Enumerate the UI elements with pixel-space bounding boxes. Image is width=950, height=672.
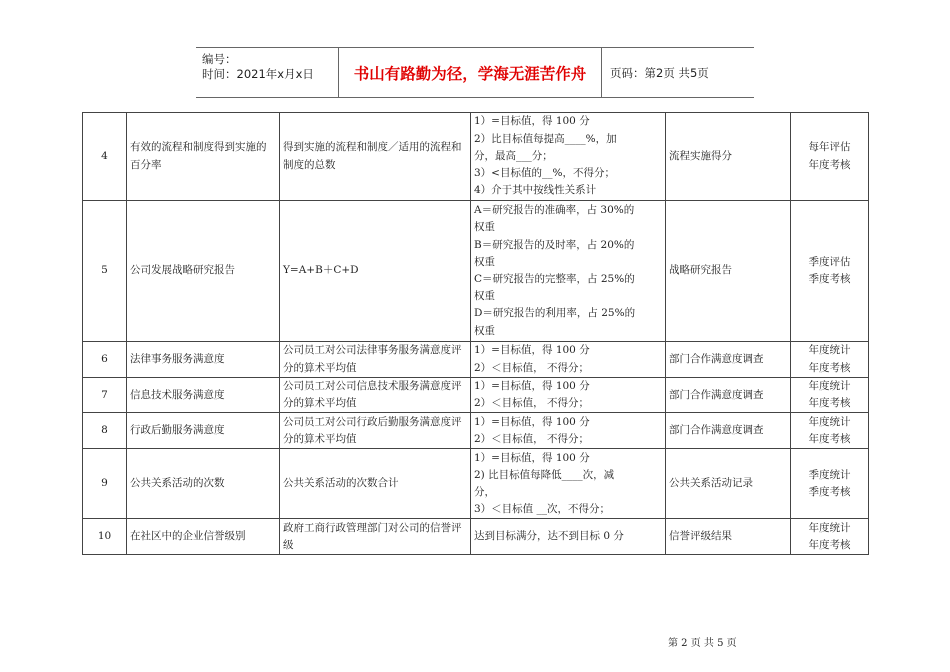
scoring-criteria: [471, 378, 666, 413]
table-row: [83, 201, 869, 342]
scoring-criteria: [471, 201, 666, 342]
indicator-name: 法律事务服务满意度: [127, 342, 280, 378]
indicator-definition: 政府工商行政管理部门对公司的信誉评级: [280, 519, 471, 555]
header-motto: 书山有路勤为径，学海无涯苦作舟: [339, 48, 602, 97]
criteria-line: 1）=目标值，得 100 分: [474, 415, 590, 428]
criteria-line: 2）＜目标值， 不得分；: [474, 361, 590, 374]
criteria-line: 3）＜目标值 __次，不得分；: [474, 503, 611, 516]
row-number: 6: [83, 342, 127, 378]
cycle-line: 季度考核: [808, 273, 851, 285]
cycle-line: 年度考核: [808, 361, 851, 374]
cycle-line: 年度考核: [808, 397, 851, 410]
data-source: 信誉评级结果: [666, 519, 791, 555]
criteria-line: 2）比目标值每提高____%，加: [474, 132, 617, 145]
cycle-line: 季度考核: [808, 485, 851, 498]
cycle-line: 季度统计: [808, 468, 851, 481]
criteria-line: 1）=目标值，得 100 分: [474, 115, 590, 128]
criteria-line: A＝研究报告的准确率，占 30%的: [474, 204, 635, 217]
table-row: [83, 342, 869, 378]
cycle-line: 每年评估: [808, 141, 851, 154]
evaluation-cycle: [791, 113, 869, 201]
header-meta: [196, 48, 339, 97]
criteria-line: D＝研究报告的利用率，占 25%的: [474, 307, 636, 320]
data-source: 部门合作满意度调查: [666, 378, 791, 413]
criteria-line: 2) 比目标值每降低____次，减: [474, 468, 615, 481]
criteria-line: 1）=目标值，得 100 分: [474, 451, 590, 464]
indicator-definition: Y=A+B＋C+D: [280, 201, 471, 342]
indicator-definition: 公司员工对公司信息技术服务满意度评分的算术平均值: [280, 378, 471, 413]
cycle-line: 年度考核: [808, 432, 851, 445]
row-number: 5: [83, 201, 127, 342]
evaluation-cycle: [791, 519, 869, 555]
indicator-name: 公共关系活动的次数: [127, 449, 280, 519]
indicator-definition: 公司员工对公司行政后勤服务满意度评分的算术平均值: [280, 413, 471, 449]
evaluation-cycle: [791, 201, 869, 342]
cycle-line: 年度考核: [808, 158, 851, 171]
row-number: 10: [83, 519, 127, 555]
scoring-criteria: [471, 449, 666, 519]
cycle-line: 年度考核: [808, 538, 851, 551]
data-source: 部门合作满意度调查: [666, 413, 791, 449]
table-row: [83, 113, 869, 201]
indicator-name: 行政后勤服务满意度: [127, 413, 280, 449]
criteria-line: 4）介于其中按线性关系计: [474, 184, 597, 197]
data-source: 公共关系活动记录: [666, 449, 791, 519]
cycle-line: 年度统计: [808, 521, 851, 534]
table-row: [83, 519, 869, 555]
row-number: 8: [83, 413, 127, 449]
indicator-definition: 公共关系活动的次数合计: [280, 449, 471, 519]
data-source: 流程实施得分: [666, 113, 791, 201]
kpi-table: [82, 112, 869, 555]
row-number: 9: [83, 449, 127, 519]
evaluation-cycle: [791, 413, 869, 449]
page-footer: 第 2 页 共 5 页: [668, 638, 737, 649]
indicator-name: 在社区中的企业信誉级别: [127, 519, 280, 555]
data-source: 战略研究报告: [666, 201, 791, 342]
criteria-line: B＝研究报告的及时率，占 20%的: [474, 238, 635, 251]
cycle-line: 年度统计: [808, 415, 851, 428]
page-header: [196, 47, 754, 98]
table-row: [83, 378, 869, 413]
scoring-criteria: [471, 113, 666, 201]
time-label: 时间：2021年x月x日: [202, 67, 314, 81]
cycle-line: 季度评估: [808, 255, 851, 268]
cycle-line: 年度统计: [808, 380, 851, 392]
cycle-line: 年度统计: [808, 344, 851, 357]
indicator-definition: 得到实施的流程和制度／适用的流程和制度的总数: [280, 113, 471, 201]
table-row: [83, 449, 869, 519]
evaluation-cycle: [791, 342, 869, 378]
criteria-line: 达到目标满分，达不到目标 0 分: [474, 530, 624, 543]
indicator-name: 有效的流程和制度得到实施的百分率: [127, 113, 280, 201]
scoring-criteria: [471, 342, 666, 378]
criteria-line: 1）=目标值，得 100 分: [474, 380, 590, 392]
criteria-line: 3）<目标值的__%，不得分；: [474, 167, 615, 180]
scoring-criteria: [471, 519, 666, 555]
data-source: 部门合作满意度调查: [666, 342, 791, 378]
scoring-criteria: [471, 413, 666, 449]
row-number: 7: [83, 378, 127, 413]
criteria-line: C＝研究报告的完整率，占 25%的: [474, 273, 635, 285]
criteria-line: 权重: [474, 255, 495, 268]
criteria-line: 2）＜目标值， 不得分；: [474, 432, 590, 445]
criteria-line: 1）=目标值，得 100 分: [474, 344, 590, 357]
criteria-line: 分，最高___分；: [474, 149, 553, 162]
criteria-line: 权重: [474, 324, 495, 337]
indicator-name: 公司发展战略研究报告: [127, 201, 280, 342]
number-label: 编号：: [202, 52, 237, 66]
table-row: [83, 413, 869, 449]
header-page-code: 页码：第2页 共5页: [610, 65, 709, 80]
indicator-definition: 公司员工对公司法律事务服务满意度评分的算术平均值: [280, 342, 471, 378]
criteria-line: 分，: [474, 485, 495, 498]
evaluation-cycle: [791, 378, 869, 413]
criteria-line: 2）＜目标值， 不得分；: [474, 397, 590, 410]
row-number: 4: [83, 113, 127, 201]
indicator-name: 信息技术服务满意度: [127, 378, 280, 413]
criteria-line: 权重: [474, 290, 495, 303]
criteria-line: 权重: [474, 221, 495, 234]
evaluation-cycle: [791, 449, 869, 519]
